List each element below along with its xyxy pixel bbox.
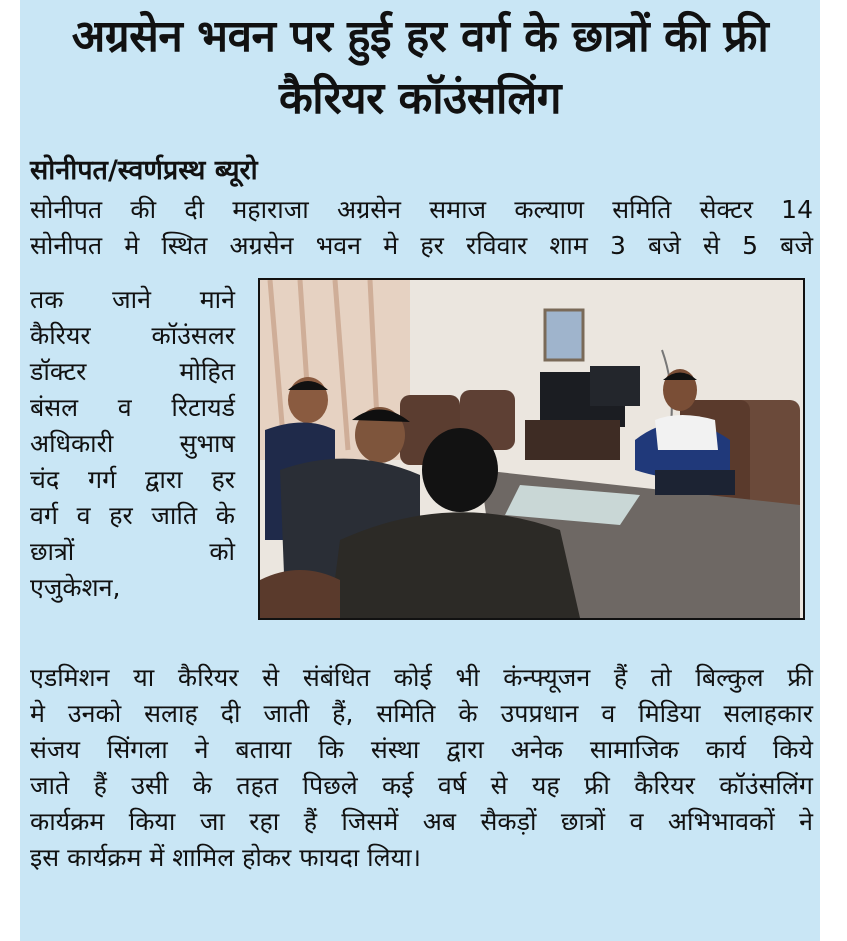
article-line: तक जाने माने (30, 285, 235, 314)
headline-line-2: कैरियर कॉउंसलिंग (278, 73, 562, 124)
article-line: एजुकेशन, (30, 573, 121, 602)
article-line: सोनीपत मे स्थित अग्रसेन भवन मे हर रविवार शाम 3 बजे से 5 बजे (30, 231, 813, 260)
article-column-block (30, 282, 235, 606)
article-line: वर्ग व हर जाति के (30, 501, 235, 530)
article-top-block (30, 192, 813, 264)
article-line: बंसल व रिटायर्ड (30, 393, 235, 422)
article-line: कैरियर कॉउंसलर (30, 321, 235, 350)
article-line: एडमिशन या कैरियर से संबंधित कोई भी कंन्फ्यूजन हैं तो बिल्कुल फ्री (30, 663, 813, 692)
article-line: सोनीपत की दी महाराजा अग्रसेन समाज कल्याण समिति सेक्टर 14 (30, 195, 813, 224)
article-bottom-block (30, 660, 813, 876)
headline-line-1: अग्रसेन भवन पर हुई हर वर्ग के छात्रों की फ्री (71, 11, 769, 62)
article-line: कार्यक्रम किया जा रहा हैं जिसमें अब सैकड़ों छात्रों व अभिभावकों ने (30, 807, 813, 836)
byline: सोनीपत/स्वर्णप्रस्थ ब्यूरो (30, 155, 258, 186)
article-line: इस कार्यक्रम में शामिल होकर फायदा लिया। (30, 843, 422, 872)
article-line: डॉक्टर मोहित (30, 357, 235, 386)
article-line: जाते हैं उसी के तहत पिछले कई वर्ष से यह फ्री कैरियर कॉउंसलिंग (30, 771, 813, 800)
article-line: छात्रों को (30, 537, 235, 566)
article-line: चंद गर्ग द्वारा हर (30, 465, 235, 494)
article-line: अधिकारी सुभाष (30, 429, 235, 458)
news-photo (258, 278, 805, 620)
headline (20, 6, 820, 130)
news-photo-illustration (260, 280, 803, 618)
article-line: मे उनको सलाह दी जाती हैं, समिति के उपप्रधान व मिडिया सलाहकार (30, 699, 813, 728)
article-line: संजय सिंगला ने बताया कि संस्था द्वारा अनेक सामाजिक कार्य किये (30, 735, 813, 764)
